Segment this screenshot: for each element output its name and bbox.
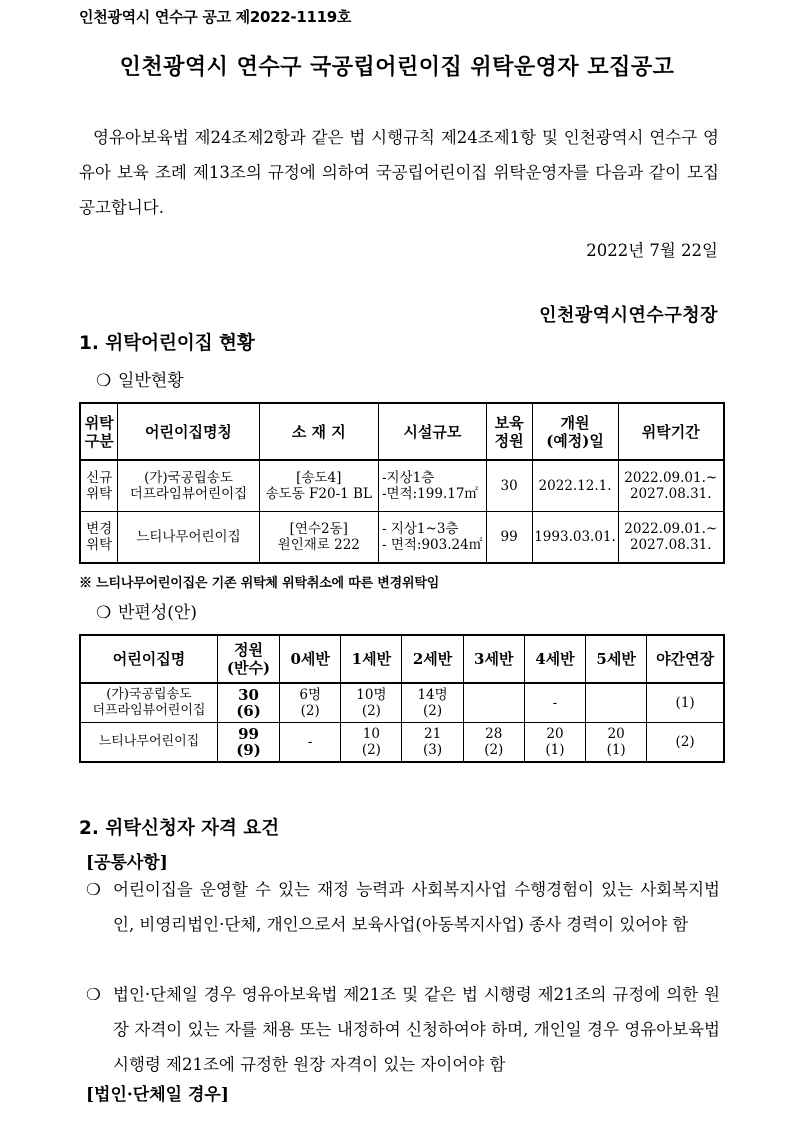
signer: 인천광역시연수구청장 (539, 305, 718, 326)
cell-age3: 28 (2) (463, 723, 524, 763)
document-title: 인천광역시 연수구 국공립어린이집 위탁운영자 모집공고 (119, 54, 675, 80)
common-requirements-label: [공통사항] (86, 853, 168, 873)
table-row (80, 723, 724, 763)
facility-status-table (79, 402, 725, 564)
cell-age3 (463, 683, 524, 723)
cell-name: (가)국공립송도 더프라임뷰어린이집 (80, 683, 217, 723)
column-header: 보육 정원 (486, 403, 532, 460)
subheading-label: 반편성(안) (118, 603, 197, 623)
cell-age0: - (280, 723, 341, 763)
cell-age1: 10 (2) (341, 723, 402, 763)
cell-location: [송도4] 송도동 F20-1 BL (259, 460, 378, 512)
cell-scale: -지상1층 -면적:199.17㎡ (378, 460, 486, 512)
cell-night: (1) (647, 683, 724, 723)
corporate-requirements-label: [법인·단체일 경우] (86, 1085, 229, 1105)
table-header-row (80, 403, 724, 460)
cell-capacity: 30 (6) (217, 683, 279, 723)
subheading-label: 일반현황 (118, 371, 184, 391)
cell-night: (2) (647, 723, 724, 763)
subheading-general-status (96, 366, 184, 391)
column-header: 0세반 (280, 635, 341, 683)
table-row (80, 683, 724, 723)
cell-name: (가)국공립송도 더프라임뷰어린이집 (118, 460, 259, 512)
column-header: 야간연장 (647, 635, 724, 683)
table-header-row (80, 635, 724, 683)
circle-bullet-icon: ❍ (96, 603, 112, 623)
column-header: 어린이집명칭 (118, 403, 259, 460)
requirement-item-1 (86, 872, 720, 942)
cell-capacity: 99 (9) (217, 723, 279, 763)
cell-type: 변경 위탁 (80, 512, 118, 564)
cell-age2: 21 (3) (402, 723, 463, 763)
column-header: 3세반 (463, 635, 524, 683)
column-header: 위탁기간 (618, 403, 724, 460)
section1-heading: 1. 위탁어린이집 현황 (79, 333, 255, 354)
column-header: 시설규모 (378, 403, 486, 460)
notice-number: 인천광역시 연수구 공고 제2022-1119호 (79, 8, 352, 26)
intro-paragraph: 영유아보육법 제24조제2항과 같은 법 시행규칙 제24조제1항 및 인천광역시 연수구 영유아 보육 조례 제13조의 규정에 의하여 국공립어린이집 위탁운영자를 다음과 같이 모집공고합니다. (79, 128, 719, 217)
cell-age1: 10명 (2) (341, 683, 402, 723)
notice-date: 2022년 7월 22일 (586, 241, 718, 260)
cell-name: 느티나무어린이집 (80, 723, 217, 763)
circle-bullet-icon: ❍ (86, 880, 101, 899)
column-header: 4세반 (524, 635, 585, 683)
cell-capacity: 99 (486, 512, 532, 564)
column-header: 1세반 (341, 635, 402, 683)
table-row (80, 512, 724, 564)
column-header: 위탁 구분 (80, 403, 118, 460)
cell-age0: 6명 (2) (280, 683, 341, 723)
cell-open-date: 2022.12.1. (532, 460, 618, 512)
cell-period: 2022.09.01.~ 2027.08.31. (618, 460, 724, 512)
cell-name: 느티나무어린이집 (118, 512, 259, 564)
cell-age4: - (524, 683, 585, 723)
cell-age5: 20 (1) (586, 723, 647, 763)
requirement-text: 법인·단체일 경우 영유아보육법 제21조 및 같은 법 시행령 제21조의 규정에 의한 원장 자격이 있는 자를 채용 또는 내정하여 신청하여야 하며, 개인일 경우 영유아보육법 시행령 제21조에 규정한 원장 자격이 있는 자이어야 함 (113, 985, 720, 1074)
circle-bullet-icon: ❍ (86, 985, 101, 1004)
cell-type: 신규 위탁 (80, 460, 118, 512)
cell-age4: 20 (1) (524, 723, 585, 763)
cell-period: 2022.09.01.~ 2027.08.31. (618, 512, 724, 564)
column-header: 개원 (예정)일 (532, 403, 618, 460)
column-header: 2세반 (402, 635, 463, 683)
column-header: 소 재 지 (259, 403, 378, 460)
cell-capacity: 30 (486, 460, 532, 512)
requirement-text: 어린이집을 운영할 수 있는 재정 능력과 사회복지사업 수행경험이 있는 사회복지법인, 비영리법인·단체, 개인으로서 보육사업(아동복지사업) 종사 경력이 있어야 함 (113, 880, 720, 934)
table-note: ※ 느티나무어린이집은 기존 위탁체 위탁취소에 따른 변경위탁임 (79, 576, 440, 591)
cell-location: [연수2동] 원인재로 222 (259, 512, 378, 564)
column-header: 정원 (반수) (217, 635, 279, 683)
class-plan-table (79, 634, 725, 763)
subheading-class-plan (96, 598, 197, 623)
section2-heading: 2. 위탁신청자 자격 요건 (79, 818, 280, 839)
table-row (80, 460, 724, 512)
requirement-item-2 (86, 977, 720, 1082)
cell-scale: - 지상1~3층 - 면적:903.24㎡ (378, 512, 486, 564)
column-header: 어린이집명 (80, 635, 217, 683)
cell-age2: 14명 (2) (402, 683, 463, 723)
circle-bullet-icon: ❍ (96, 371, 112, 391)
column-header: 5세반 (586, 635, 647, 683)
cell-open-date: 1993.03.01. (532, 512, 618, 564)
cell-age5 (586, 683, 647, 723)
